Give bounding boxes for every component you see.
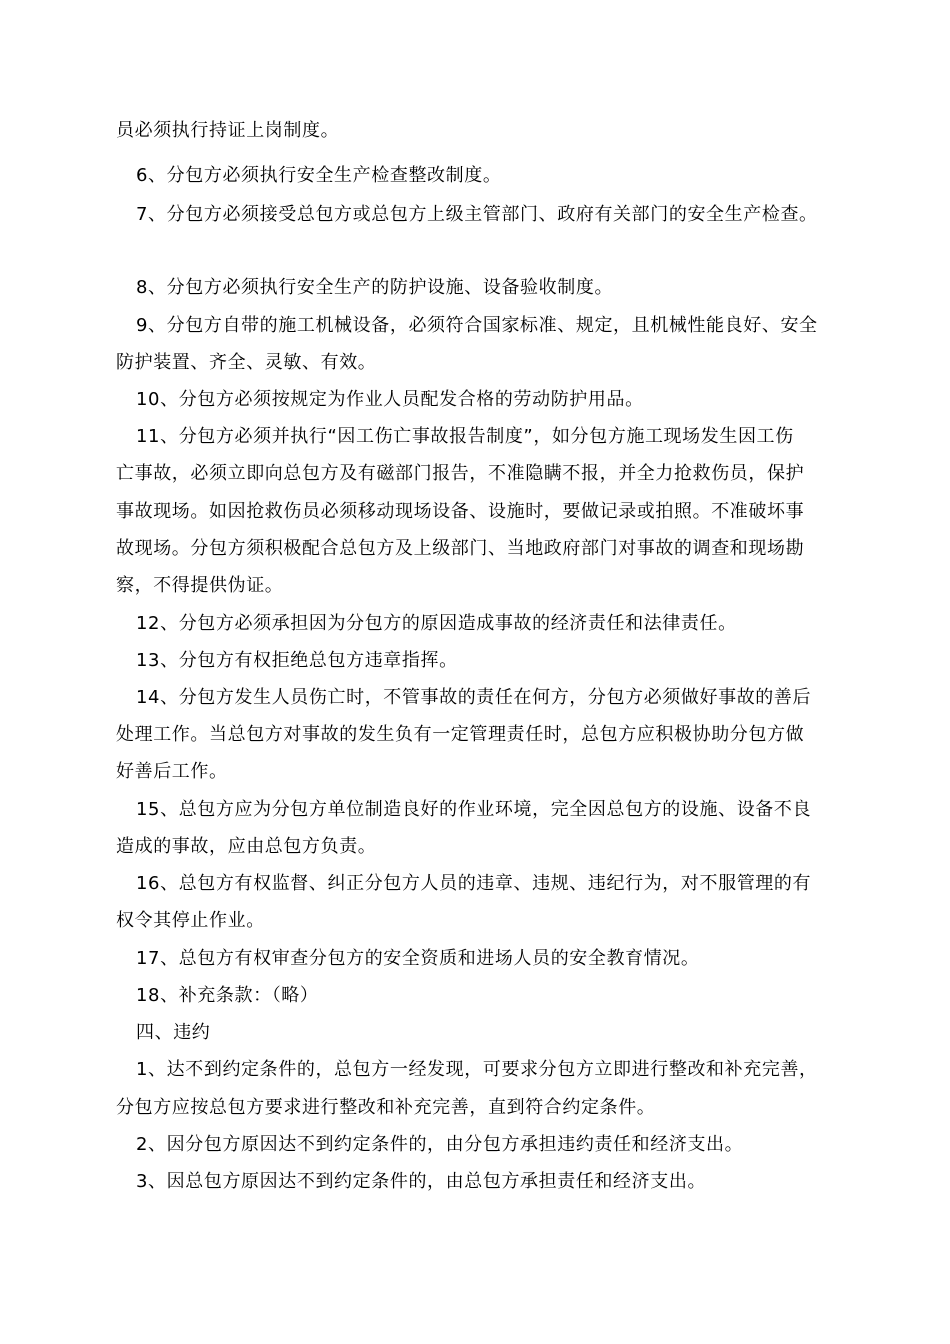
- text-line: 故现场。分包方须积极配合总包方及上级部门、当地政府部门对事故的调查和现场勘: [116, 538, 805, 559]
- text-line: 11、分包方必须并执行“因工伤亡事故报告制度”，如分包方施工现场发生因工伤: [136, 426, 794, 447]
- text-line: 18、补充条款：（略）: [136, 985, 319, 1006]
- text-line: 16、总包方有权监督、纠正分包方人员的违章、违规、违纪行为，对不服管理的有: [136, 873, 812, 894]
- text-line: 防护装置、齐全、灵敏、有效。: [116, 352, 377, 373]
- text-line: 10、分包方必须按规定为作业人员配发合格的劳动防护用品。: [136, 389, 644, 410]
- text-line: 8、分包方必须执行安全生产的防护设施、设备验收制度。: [136, 277, 614, 298]
- text-line: 13、分包方有权拒绝总包方违章指挥。: [136, 650, 458, 671]
- text-line: 员必须执行持证上岗制度。: [116, 120, 340, 141]
- text-line: 14、分包方发生人员伤亡时，不管事故的责任在何方，分包方必须做好事故的善后: [136, 687, 812, 708]
- text-line: 7、分包方必须接受总包方或总包方上级主管部门、政府有关部门的安全生产检查。: [136, 204, 818, 225]
- text-line: 亡事故，必须立即向总包方及有磁部门报告，不准隐瞒不报，并全力抢救伤员，保护: [116, 463, 805, 484]
- text-line: 6、分包方必须执行安全生产检查整改制度。: [136, 165, 502, 186]
- text-line: 处理工作。当总包方对事故的发生负有一定管理责任时，总包方应积极协助分包方做: [116, 724, 805, 745]
- text-line: 好善后工作。: [116, 761, 228, 782]
- text-line: 12、分包方必须承担因为分包方的原因造成事故的经济责任和法律责任。: [136, 613, 737, 634]
- text-line: 察，不得提供伪证。: [116, 575, 284, 596]
- text-line: 2、因分包方原因达不到约定条件的，由分包方承担违约责任和经济支出。: [136, 1134, 744, 1155]
- text-line: 分包方应按总包方要求进行整改和补充完善，直到符合约定条件。: [116, 1097, 656, 1118]
- text-line: 3、因总包方原因达不到约定条件的，由总包方承担责任和经济支出。: [136, 1171, 707, 1192]
- text-line: 事故现场。如因抢救伤员必须移动现场设备、设施时，要做记录或拍照。不准破坏事: [116, 501, 805, 522]
- text-line: 四、违约: [136, 1022, 211, 1043]
- text-line: 权令其停止作业。: [116, 910, 265, 931]
- text-line: 17、总包方有权审查分包方的安全资质和进场人员的安全教育情况。: [136, 948, 700, 969]
- text-line: 1、达不到约定条件的，总包方一经发现，可要求分包方立即进行整改和补充完善，: [136, 1059, 818, 1080]
- text-line: 15、总包方应为分包方单位制造良好的作业环境，完全因总包方的设施、设备不良: [136, 799, 812, 820]
- text-line: 9、分包方自带的施工机械设备，必须符合国家标准、规定，且机械性能良好、安全: [136, 315, 818, 336]
- text-line: 造成的事故，应由总包方负责。: [116, 836, 377, 857]
